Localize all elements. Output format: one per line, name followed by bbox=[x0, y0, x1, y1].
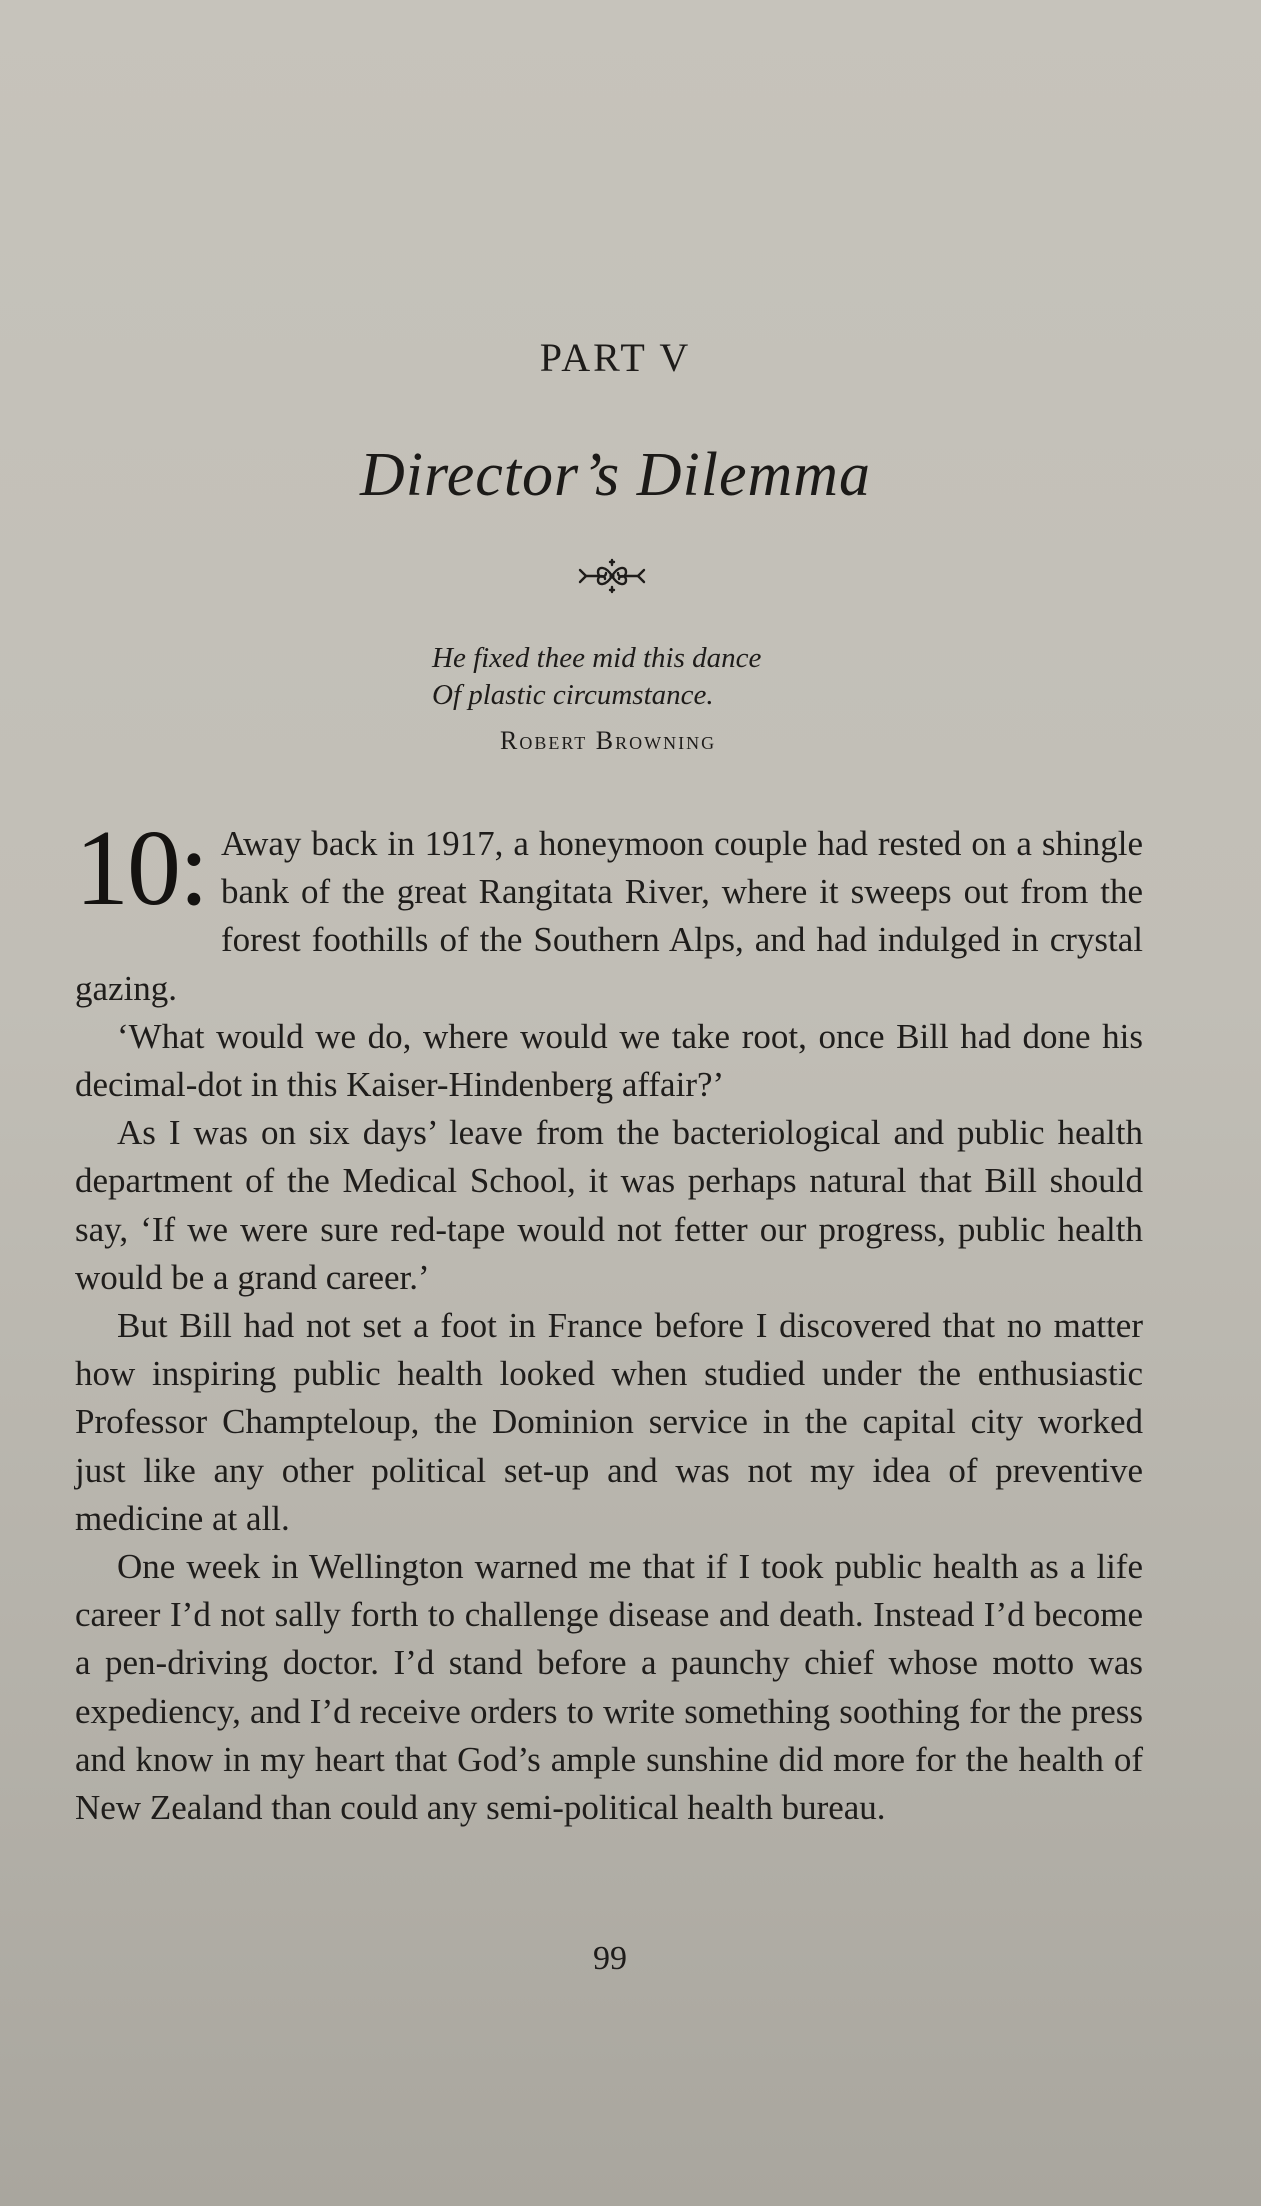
epigraph-author: Robert Browning bbox=[500, 726, 717, 755]
paragraph bbox=[75, 809, 1143, 1013]
paragraph: But Bill had not set a foot in France before I discovered that no matter how inspiring public health looked when studied under the enthusiastic Professor Champteloup, the Dominion service in the capital city worked just like any other political set-up and was not my idea of preventive medicine at all. bbox=[75, 1306, 1143, 1538]
page-number: 99 bbox=[593, 1940, 627, 1977]
paragraph: ‘What would we do, where would we take root, once Bill had done his decimal-dot in this Kaiser-Hindenberg affair?’ bbox=[75, 1016, 1143, 1105]
chapter-number-dropcap: 10: bbox=[75, 809, 208, 928]
paragraph: One week in Wellington warned me that if I took public health as a life career I’d not sally forth to challenge disease and death. Instead I’d become a pen-driving doctor. I’d stand before a paunchy chief whose motto was expediency, and I’d receive orders to write something soothing for the press and know in my heart that God’s ample sunshine did more for the health of New Zealand than could any semi-political health bureau. bbox=[75, 1547, 1143, 1828]
epigraph bbox=[432, 640, 761, 714]
paragraph-text: Away back in 1917, a honeymoon couple had rested on a shingle bank of the great Rangitata River, where it sweeps out from the forest foothills of the Southern Alps, and had indulged in crystal gazing. bbox=[75, 824, 1143, 1008]
epigraph-line: Of plastic circumstance. bbox=[432, 679, 714, 711]
part-heading: PART V bbox=[539, 335, 692, 380]
chapter-title: Director’s Dilemma bbox=[359, 441, 872, 509]
epigraph-line: He fixed thee mid this dance bbox=[432, 642, 762, 674]
chapter-body bbox=[75, 809, 1143, 1832]
paragraph: As I was on six days’ leave from the bacteriological and public health department of the Medical School, it was perhaps natural that Bill should say, ‘If we were sure red-tape would not fetter our progress, public health would be a grand career.’ bbox=[75, 1113, 1143, 1297]
fleuron-ornament-icon bbox=[574, 556, 650, 596]
